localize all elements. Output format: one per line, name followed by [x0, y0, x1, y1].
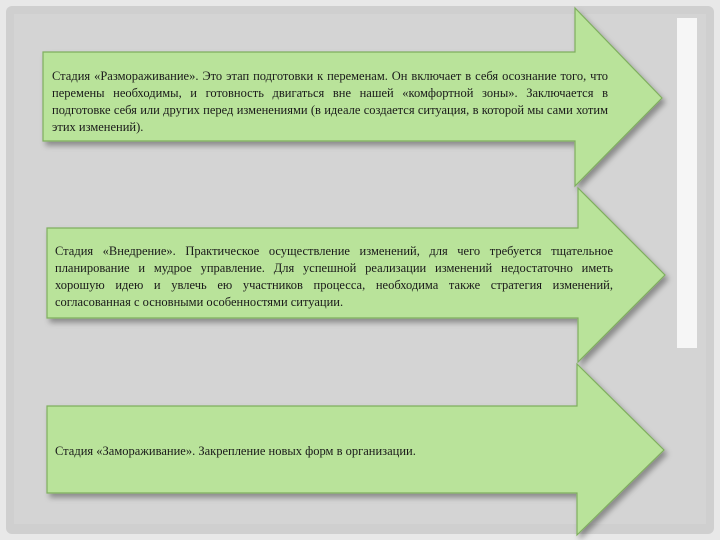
stage-1-text: Стадия «Размораживание». Это этап подготовки к переменам. Он включает в себя осознание того, что перемены необходимы, и готовность двигаться вне нашей «комфортной зоны». Заключается в подготовке себя или других перед изменениями (в идеале создается ситуация, в которой мы сами хотим этих изменений).: [52, 69, 608, 134]
stage-3-text: Стадия «Замораживание». Закрепление новых форм в организации.: [55, 444, 416, 458]
stage-2-text: Стадия «Внедрение». Практическое осуществление изменений, для чего требуется тщательное планирование и мудрое управление. Для успешной реализации изменений недостаточно иметь хорошую идею и увлечь ею участников процесса, необходима также стратегия изменений, согласованная с основными особенностями ситуации.: [55, 244, 613, 309]
